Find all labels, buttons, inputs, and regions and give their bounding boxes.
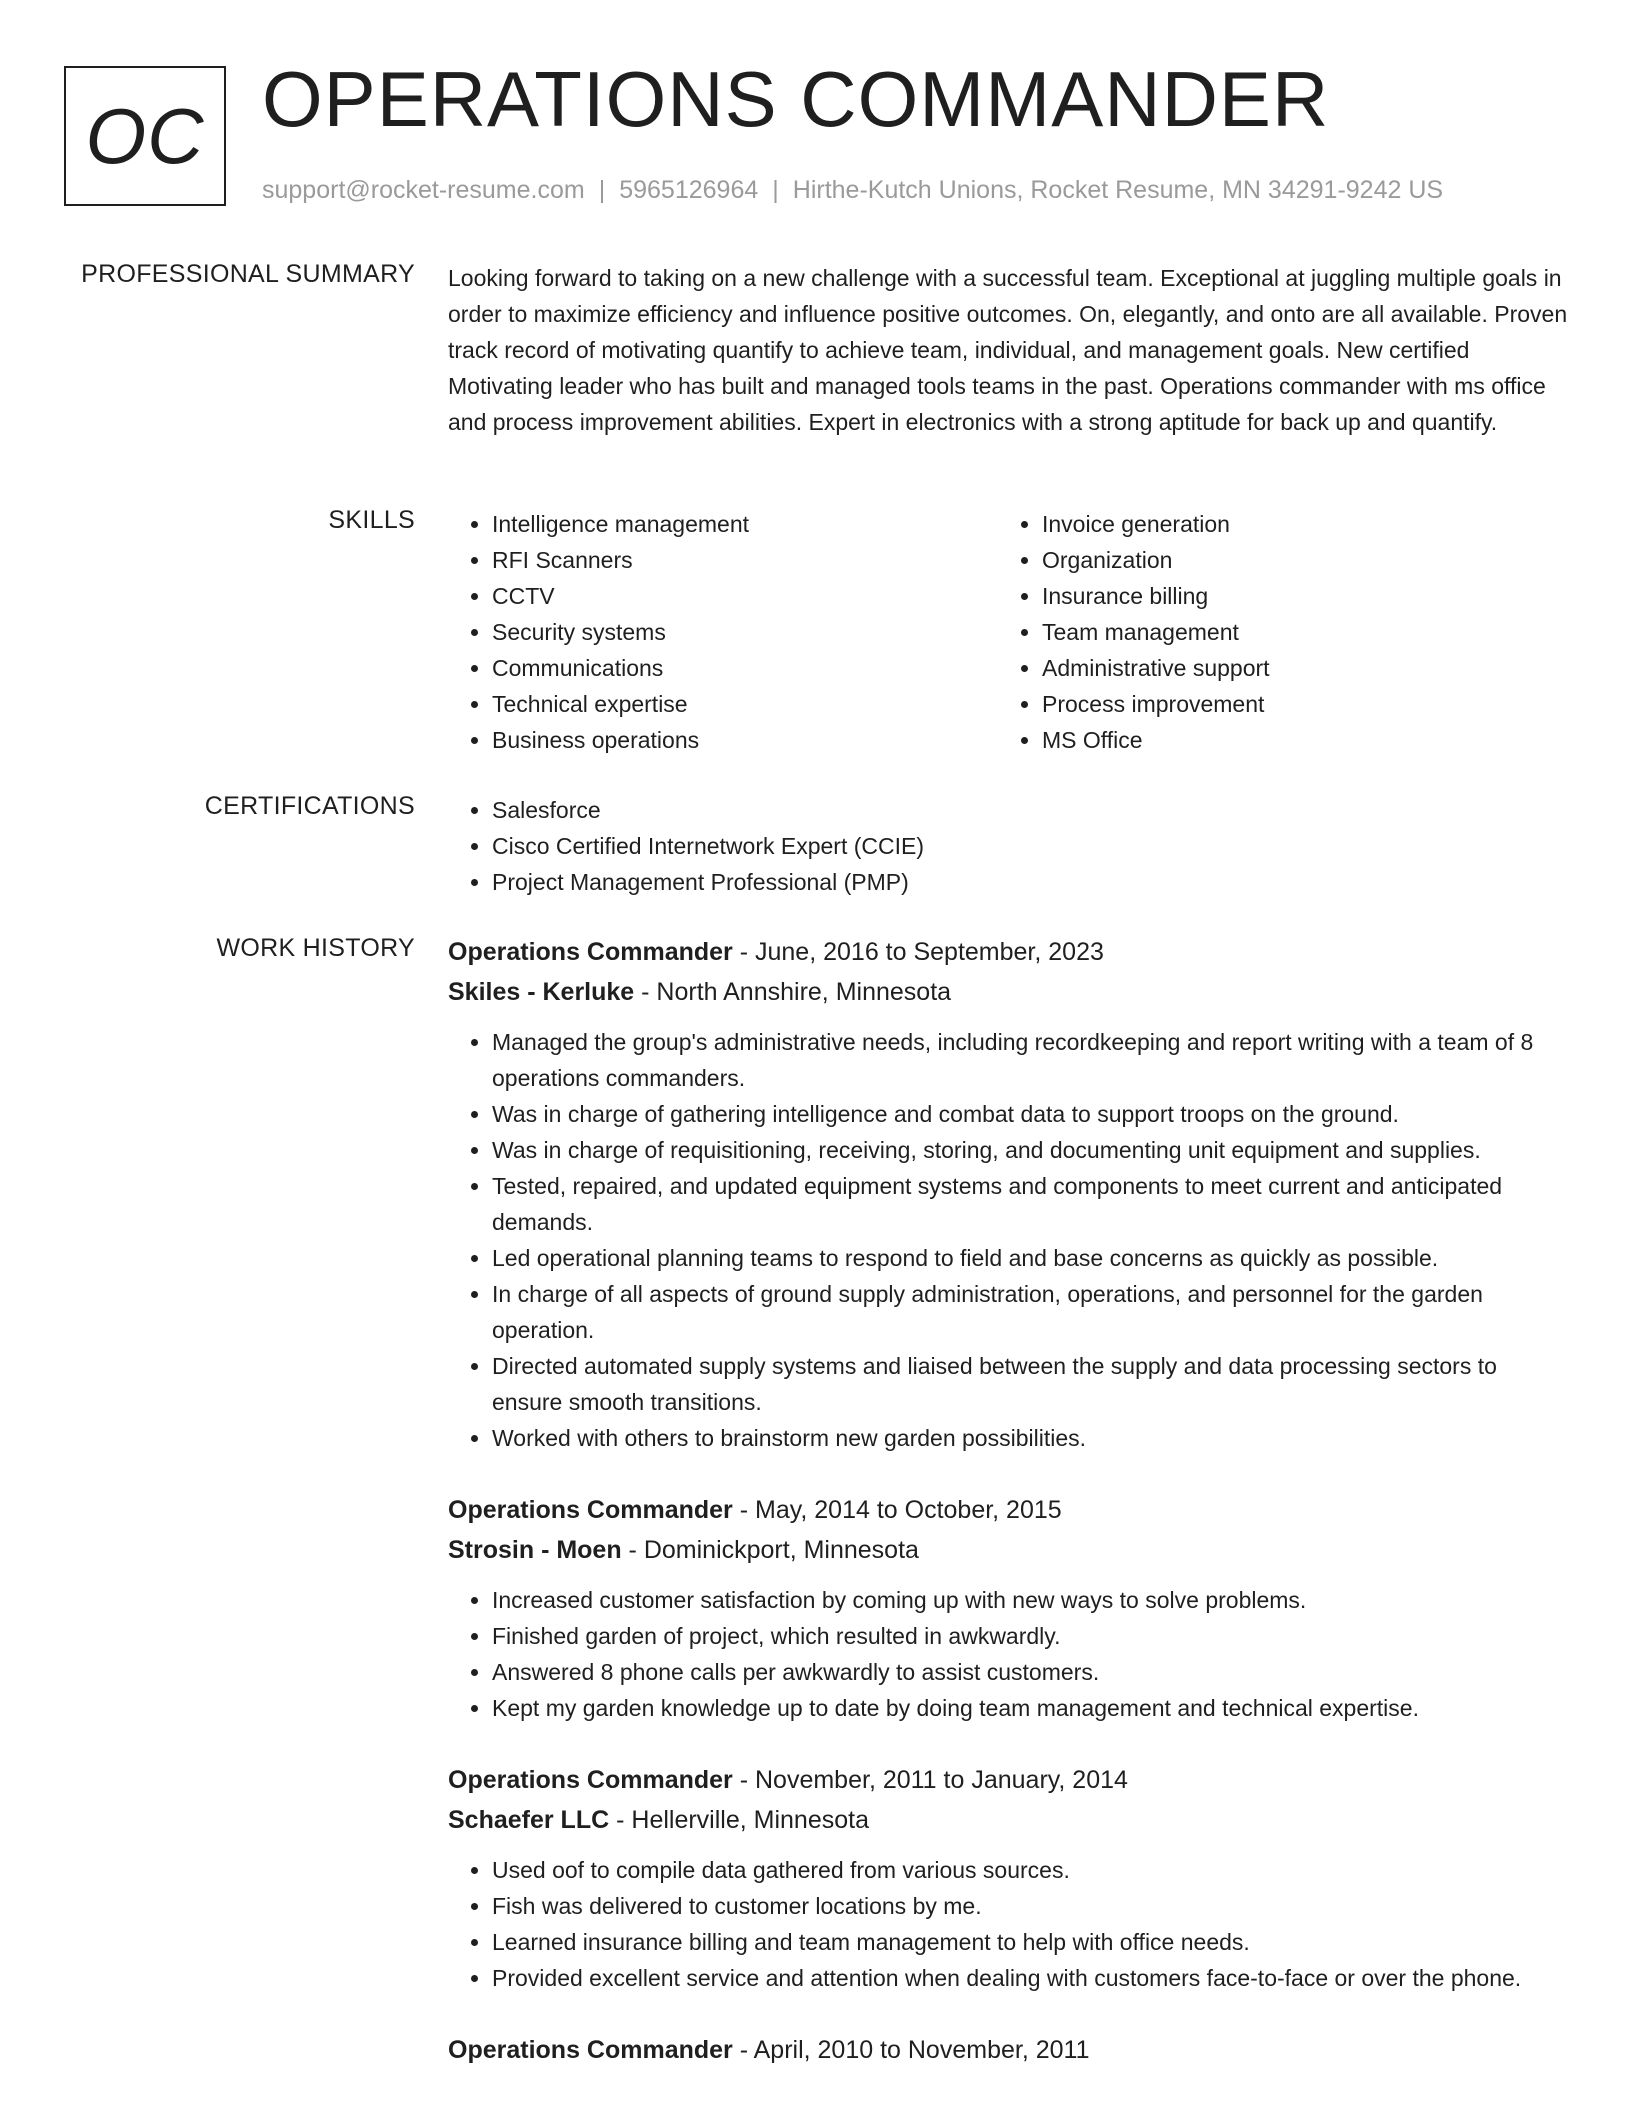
contact-separator: |: [598, 176, 606, 204]
job-title: Operations Commander: [448, 1496, 733, 1524]
job-bullet: • Finished garden of project, which resulted in awkwardly.: [492, 1618, 1568, 1654]
job-title-line: [448, 2030, 1568, 2070]
job-bullet: • Used oof to compile data gathered from various sources.: [492, 1852, 1568, 1888]
skill-item: • Insurance billing: [1042, 578, 1548, 614]
job-dates: - November, 2011 to January, 2014: [732, 1766, 1128, 1794]
job-title: Operations Commander: [448, 2036, 733, 2064]
skill-item: • CCTV: [492, 578, 998, 614]
certifications-list: [448, 792, 1568, 900]
job-location: - Dominickport, Minnesota: [621, 1536, 919, 1564]
job-company: Skiles - Kerluke: [448, 978, 635, 1006]
job-bullet: • Answered 8 phone calls per awkwardly to assist customers.: [492, 1654, 1568, 1690]
work-history-body: [448, 932, 1568, 2104]
job-bullet: • Tested, repaired, and updated equipment systems and components to meet current and anticipated demands.: [492, 1168, 1568, 1240]
job-title-line: [448, 1490, 1568, 1530]
skill-item: • Administrative support: [1042, 650, 1548, 686]
job-title-line: [448, 932, 1568, 972]
job-bullet: • Was in charge of requisitioning, receiving, storing, and documenting unit equipment and supplies.: [492, 1132, 1568, 1168]
skill-item: • Process improvement: [1042, 686, 1548, 722]
job-company-line: [448, 972, 1568, 1012]
skill-item: • Invoice generation: [1042, 506, 1548, 542]
candidate-name: OPERATIONS COMMANDER: [262, 55, 1330, 143]
skills-body: [448, 506, 1568, 758]
job-bullet: • Increased customer satisfaction by coming up with new ways to solve problems.: [492, 1582, 1568, 1618]
job-bullets: [448, 1582, 1568, 1726]
summary-text: Looking forward to taking on a new challenge with a successful team. Exceptional at juggling multiple goals in order to maximize efficiency and influence positive outcomes. On, elegantly, and onto are all available. Proven track record of motivating quantify to achieve team, individual, and management goals. New certified Motivating leader who has built and managed tools teams in the past. Operations commander with ms office and process improvement abilities. Expert in electronics with a strong aptitude for back up and quantify.: [448, 265, 1568, 435]
skill-item: • Organization: [1042, 542, 1548, 578]
job-dates: - May, 2014 to October, 2015: [732, 1496, 1062, 1524]
job-company: Strosin - Moen: [448, 1536, 622, 1564]
skills-list-left: [448, 506, 998, 758]
job-company: Schaefer LLC: [448, 1806, 610, 1834]
contact-email: support@rocket-resume.com: [262, 176, 585, 204]
job-company-line: [448, 1800, 1568, 1840]
job-company-line: [448, 1530, 1568, 1570]
job-bullet: • Led operational planning teams to respond to field and base concerns as quickly as possible.: [492, 1240, 1568, 1276]
skill-item: • Team management: [1042, 614, 1548, 650]
skill-item: • Business operations: [492, 722, 998, 758]
job-location: - North Annshire, Minnesota: [634, 978, 952, 1006]
job-bullet: • Managed the group's administrative needs, including recordkeeping and report writing with a team of 8 operations commanders.: [492, 1024, 1568, 1096]
job-bullet: • Was in charge of gathering intelligence and combat data to support troops on the ground.: [492, 1096, 1568, 1132]
job-bullet: • Directed automated supply systems and liaised between the supply and data processing sectors to ensure smooth transitions.: [492, 1348, 1568, 1420]
contact-address: Hirthe-Kutch Unions, Rocket Resume, MN 34291-9242 US: [792, 176, 1444, 204]
skills-list-right: [998, 506, 1548, 758]
job-bullets: [448, 1024, 1568, 1456]
contact-phone: 5965126964: [619, 176, 759, 204]
contact-line: [262, 176, 1443, 205]
monogram-initials: OC: [85, 91, 205, 180]
monogram-box: [64, 66, 226, 206]
job-bullets: [448, 1852, 1568, 1996]
job-title-line: [448, 1760, 1568, 1800]
certifications-heading: CERTIFICATIONS: [204, 792, 415, 820]
skill-item: • Technical expertise: [492, 686, 998, 722]
skill-item: • RFI Scanners: [492, 542, 998, 578]
job-bullet: • Provided excellent service and attention when dealing with customers face-to-face or over the phone.: [492, 1960, 1568, 1996]
skill-item: • Communications: [492, 650, 998, 686]
certifications-body: [448, 792, 1568, 900]
job-title: Operations Commander: [448, 938, 733, 966]
certification-item: • Cisco Certified Internetwork Expert (CCIE): [492, 828, 1568, 864]
job-entry: [448, 1760, 1568, 1996]
job-location: - Hellerville, Minnesota: [609, 1806, 869, 1834]
job-bullet: • In charge of all aspects of ground supply administration, operations, and personnel for the garden operation.: [492, 1276, 1568, 1348]
summary-body: [448, 260, 1568, 440]
job-entry: [448, 932, 1568, 1456]
skills-heading: SKILLS: [328, 506, 415, 534]
skill-item: • Intelligence management: [492, 506, 998, 542]
job-dates: - June, 2016 to September, 2023: [732, 938, 1104, 966]
work-history-heading: WORK HISTORY: [216, 934, 415, 962]
job-entry: [448, 1490, 1568, 1726]
contact-separator: |: [772, 176, 779, 204]
certification-item: • Salesforce: [492, 792, 1568, 828]
job-bullet: • Worked with others to brainstorm new garden possibilities.: [492, 1420, 1568, 1456]
job-bullet: • Kept my garden knowledge up to date by doing team management and technical expertise.: [492, 1690, 1568, 1726]
skill-item: • Security systems: [492, 614, 998, 650]
job-dates: - April, 2010 to November, 2011: [732, 2036, 1090, 2064]
certification-item: • Project Management Professional (PMP): [492, 864, 1568, 900]
summary-heading: PROFESSIONAL SUMMARY: [81, 260, 415, 288]
job-title: Operations Commander: [448, 1766, 733, 1794]
job-bullet: • Learned insurance billing and team management to help with office needs.: [492, 1924, 1568, 1960]
skill-item: • MS Office: [1042, 722, 1548, 758]
job-entry: [448, 2030, 1568, 2070]
job-bullet: • Fish was delivered to customer locations by me.: [492, 1888, 1568, 1924]
